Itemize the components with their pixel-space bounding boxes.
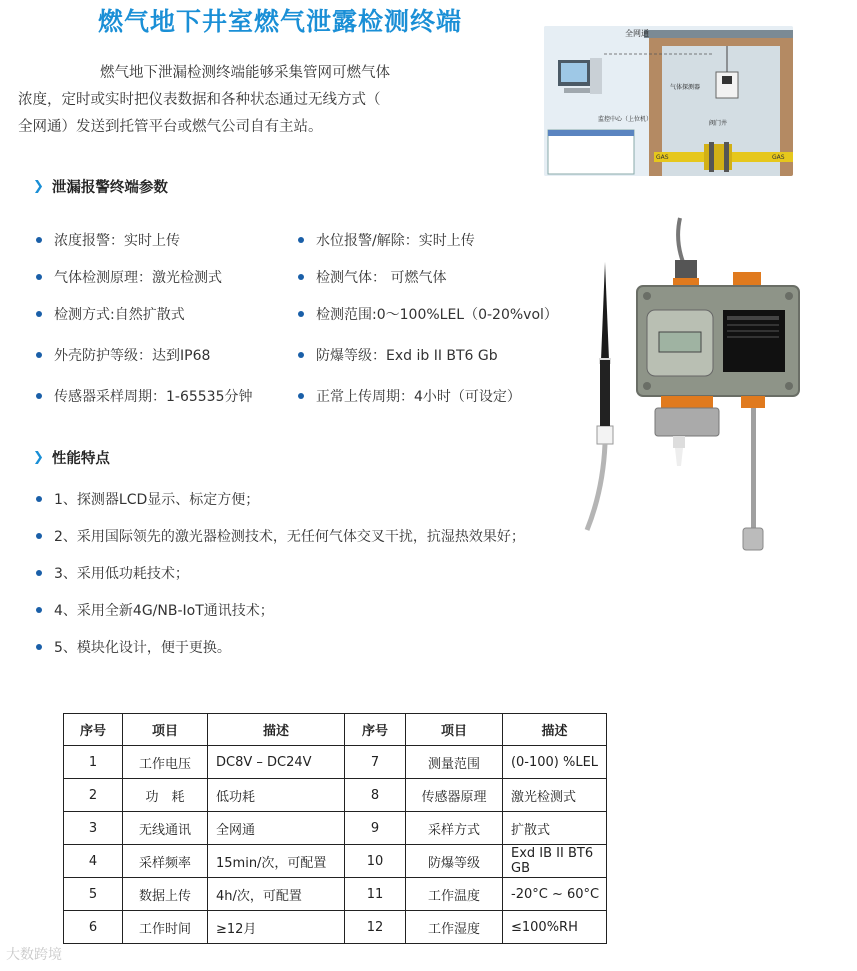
feature-item-1: 1、探测器LCD显示、标定方便；: [36, 489, 259, 509]
param-right-4: 防爆等级：Exd ib II BT6 Gb: [298, 345, 498, 365]
bullet-dot-icon: [298, 311, 304, 317]
bullet-dot-icon: [36, 237, 42, 243]
params-heading-text: 泄漏报警终端参数: [51, 180, 168, 196]
cell: 11: [345, 878, 406, 911]
feature-item-3: 3、采用低功耗技术；: [36, 563, 189, 583]
cell: 7: [345, 746, 406, 779]
param-left-2: 气体检测原理：激光检测式: [36, 267, 222, 287]
cell: 测量范围: [406, 746, 503, 779]
cell: 功 耗: [123, 779, 208, 812]
header-cell: 项目: [406, 714, 503, 746]
intro-paragraph: [18, 60, 428, 141]
page-title: 燃气地下井室燃气泄露检测终端: [98, 7, 463, 36]
valve-label: 阀门井: [709, 120, 728, 127]
cell: 低功耗: [208, 779, 345, 812]
header-cell: 描述: [503, 714, 607, 746]
cell: 采样方式: [406, 812, 503, 845]
bullet-dot-icon: [36, 644, 42, 650]
cell: 采样频率: [123, 845, 208, 878]
param-right-1: 水位报警/解除：实时上传: [298, 230, 475, 250]
cell: DC8V – DC24V: [208, 746, 345, 779]
cell: Exd IB II BT6 GB: [503, 845, 607, 878]
cell: 10: [345, 845, 406, 878]
param-right-3: 检测范围:0～100%LEL（0-20%vol）: [298, 304, 558, 324]
param-right-5: 正常上传周期：4小时（可设定）: [298, 386, 521, 406]
gas-right-label: GAS: [772, 154, 785, 161]
cell: 防爆等级: [406, 845, 503, 878]
network-label: 全网通: [625, 29, 649, 38]
intro-line-3: 全网通）发送到托管平台或燃气公司自有主站。: [18, 119, 323, 135]
feature-item-5: 5、模块化设计，便于更换。: [36, 637, 231, 657]
detector-device-photo: [575, 210, 810, 570]
table-row: [64, 845, 607, 878]
cell: 12: [345, 911, 406, 944]
bullet-dot-icon: [36, 533, 42, 539]
bullet-dot-icon: [36, 311, 42, 317]
table-row: [64, 911, 607, 944]
bullet-dot-icon: [36, 274, 42, 280]
chevron-right-icon: ❯: [33, 179, 44, 194]
cell: 6: [64, 911, 123, 944]
cell: 数据上传: [123, 878, 208, 911]
intro-line-1: 燃气地下泄漏检测终端能够采集管网可燃气体: [100, 65, 390, 81]
cell: 工作湿度: [406, 911, 503, 944]
table-header-row: [64, 714, 607, 746]
cell: -20°C ~ 60°C: [503, 878, 607, 911]
param-left-3: 检测方式:自然扩散式: [36, 304, 185, 324]
cell: 激光检测式: [503, 779, 607, 812]
table-row: [64, 812, 607, 845]
param-left-4: 外壳防护等级：达到IP68: [36, 345, 210, 365]
watermark: 大数跨境: [6, 947, 62, 963]
intro-line-2: 浓度，定时或实时把仪表数据和各种状态通过无线方式（: [18, 92, 381, 108]
cell: 传感器原理: [406, 779, 503, 812]
bullet-dot-icon: [36, 393, 42, 399]
cell: ≥12月: [208, 911, 345, 944]
cell: 工作时间: [123, 911, 208, 944]
cell: 无线通讯: [123, 812, 208, 845]
bullet-dot-icon: [36, 352, 42, 358]
features-heading: [33, 447, 110, 468]
gas-left-label: GAS: [656, 154, 669, 161]
cell: 扩散式: [503, 812, 607, 845]
bullet-dot-icon: [298, 352, 304, 358]
header-cell: 描述: [208, 714, 345, 746]
param-left-1: 浓度报警：实时上传: [36, 230, 180, 250]
cell: ≤100%RH: [503, 911, 607, 944]
cell: 5: [64, 878, 123, 911]
installation-diagram: [544, 26, 793, 176]
table-row: [64, 746, 607, 779]
table-row: [64, 878, 607, 911]
bullet-dot-icon: [36, 496, 42, 502]
center-label: 监控中心（上位机）: [598, 116, 653, 123]
cell: 9: [345, 812, 406, 845]
bullet-dot-icon: [36, 607, 42, 613]
cell: 15min/次，可配置: [208, 845, 345, 878]
feature-item-4: 4、采用全新4G/NB-IoT通讯技术；: [36, 600, 274, 620]
header-cell: 序号: [64, 714, 123, 746]
cell: 4: [64, 845, 123, 878]
cell: 全网通: [208, 812, 345, 845]
feature-item-2: 2、采用国际领先的激光器检测技术，无任何气体交叉干扰，抗湿热效果好；: [36, 526, 525, 546]
cell: 4h/次，可配置: [208, 878, 345, 911]
params-heading: [33, 176, 168, 197]
header-cell: 序号: [345, 714, 406, 746]
cell: 3: [64, 812, 123, 845]
param-left-5: 传感器采样周期：1-65535分钟: [36, 386, 253, 406]
table-row: [64, 779, 607, 812]
chevron-right-icon: ❯: [33, 450, 44, 465]
cell: (0-100) %LEL: [503, 746, 607, 779]
cell: 1: [64, 746, 123, 779]
header-cell: 项目: [123, 714, 208, 746]
cell: 8: [345, 779, 406, 812]
features-heading-text: 性能特点: [51, 451, 110, 467]
param-right-2: 检测气体： 可燃气体: [298, 267, 446, 287]
cell: 2: [64, 779, 123, 812]
bullet-dot-icon: [298, 274, 304, 280]
bullet-dot-icon: [298, 393, 304, 399]
detector-label: 气体探测器: [670, 84, 701, 91]
bullet-dot-icon: [36, 570, 42, 576]
spec-table: [63, 713, 607, 944]
bullet-dot-icon: [298, 237, 304, 243]
cell: 工作温度: [406, 878, 503, 911]
cell: 工作电压: [123, 746, 208, 779]
